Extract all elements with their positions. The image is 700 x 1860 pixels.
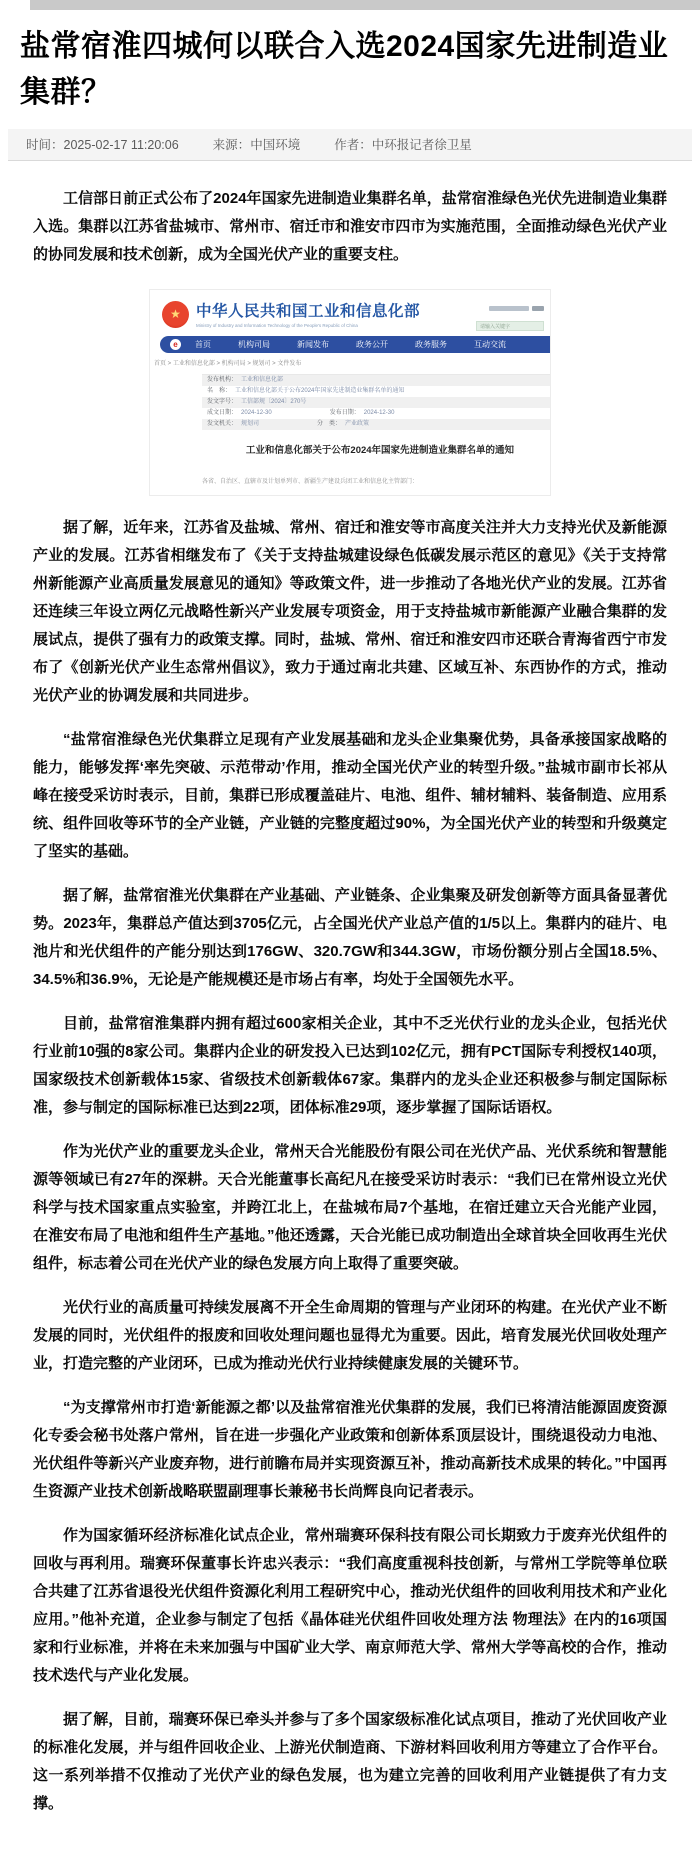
gov-nav-news: 新闻发布 (297, 340, 329, 350)
paragraph-7: 光伏行业的高质量可持续发展离不开全生命周期的管理与产业闭环的构建。在光伏产业不断发展的同时，光伏组件的报废和回收处理问题也显得尤为重要。因此，培育发展光伏回收处理产业，打造完整的产业闭环，已成为推动光伏行业持续健康发展的关键环节。 (33, 1299, 667, 1373)
doc-value: 规划司 (241, 421, 260, 428)
gov-site-header (150, 290, 550, 336)
meta-author (334, 135, 472, 153)
article-page (0, 10, 700, 1860)
gov-doc-salutation: 各省、自治区、直辖市及计划单列市、新疆生产建设兵团工业和信息化主管部门： (202, 479, 419, 486)
doc-value: 2024-12-30 (241, 410, 272, 417)
doc-row-number (202, 397, 550, 408)
paragraph-1: 工信部日前正式公布了2024年国家先进制造业集群名单，盐常宿淮绿色光伏先进制造业集群入选。集群以江苏省盐城市、常州市、宿迁市和淮安市四市为实施范围，全面推动绿色光伏产业的协同发展和技术创新，成为全国光伏产业的重要支柱。 (33, 190, 667, 264)
page-title: 盐常宿淮四城何以联合入选2024国家先进制造业集群？ (20, 30, 669, 109)
paragraph-10: 据了解，目前，瑞赛环保已牵头并参与了多个国家级标准化试点项目，推动了光伏回收产业的标准化发展，并与组件回收企业、上游光伏制造商、下游材料回收利用方等建立了合作平台。这一系列举措不仅推动了光伏产业的绿色发展，也为建立完善的回收利用产业链提供了有力支撑。 (33, 1711, 667, 1813)
gov-nav-orgs: 机构司局 (238, 340, 270, 350)
gov-nav-disclosure: 政务公开 (356, 340, 388, 350)
gov-search-box: 请输入关键字 (476, 321, 544, 331)
meta-source-value: 中国环境 (250, 138, 301, 153)
top-divider-strip (30, 0, 700, 10)
gov-breadcrumb: 首页 > 工业和信息化部 > 机构司局 > 规划司 > 文件发布 (154, 361, 302, 368)
paragraph-3: “盐常宿淮绿色光伏集群立足现有产业发展基础和龙头企业集聚优势，具备承接国家战略的能力，能够发挥‘率先突破、示范带动’作用，推动全国光伏产业的转型升级。”盐城市副市长祁从峰在接受采访时表示，目前，集群已形成覆盖硅片、电池、组件、辅材辅料、装备制造、应用系统、组件回收等环节的全产业链，产业链的完整度超过90%，为全国光伏产业的转型和升级奠定了坚实的基础。 (33, 731, 667, 861)
blurred-topbar-text (489, 306, 529, 311)
national-emblem-icon: ★ (162, 301, 189, 328)
gov-doc-caption: 工业和信息化部关于公布2024年国家先进制造业集群名单的通知 (245, 445, 515, 457)
meta-author-value: 中环报记者徐卫星 (371, 138, 472, 153)
paragraph-6: 作为光伏产业的重要龙头企业，常州天合光能股份有限公司在光伏产品、光伏系统和智慧能源等领域已有27年的深耕。天合光能董事长高纪凡在接受采访时表示：“我们已在常州设立光伏科学与技术国家重点实验室，并跨江北上，在盐城布局7个基地，在宿迁建立天合光能产业园，在淮安布局了电池和组件生产基地。”他还透露，天合光能已成功制造出全球首块全回收再生光伏组件，标志着公司在光伏产业的绿色发展方向上取得了重要突破。 (33, 1143, 667, 1273)
gov-nav-services: 政务服务 (415, 340, 447, 350)
gov-nav-bar (160, 336, 550, 353)
doc-row-dates (202, 408, 550, 419)
doc-label: 名 称： (207, 388, 232, 395)
doc-value: 工业和信息化部关于公布2024年国家先进制造业集群名单的通知 (235, 388, 405, 395)
gov-site-name-cn: 中华人民共和国工业和信息化部 (196, 303, 421, 321)
gov-doc-info-table (202, 374, 550, 430)
doc-label: 发布机构： (207, 377, 238, 384)
doc-value: 2024-12-30 (363, 410, 395, 417)
doc-label: 分 类： (317, 421, 342, 428)
doc-label: 发文机关： (207, 421, 238, 428)
doc-row-title (202, 386, 550, 397)
doc-row-issuer (202, 375, 550, 386)
doc-row-dept (202, 419, 550, 430)
article-image-gov-notice (149, 289, 551, 496)
meta-source (213, 135, 301, 153)
paragraph-8: “为支撑常州市打造‘新能源之都’以及盐常宿淮光伏集群的发展，我们已将清洁能源固废资源化专委会秘书处落户常州，旨在进一步强化产业政策和创新体系顶层设计，围绕退役动力电池、光伏组件等新兴产业废弃物，进行前瞻布局并实现资源互补，推动高新技术成果的转化。”中国再生资源产业技术创新战略联盟副理事长兼秘书长尚辉良向记者表示。 (33, 1399, 667, 1501)
article-meta-bar (8, 129, 692, 161)
meta-author-label: 作者： (334, 138, 372, 153)
gov-topbar (476, 298, 544, 331)
blurred-topbar-text (532, 306, 544, 311)
paragraph-2: 据了解，近年来，江苏省及盐城、常州、宿迁和淮安等市高度关注并大力支持光伏及新能源产业的发展。江苏省相继发布了《关于支持盐城建设绿色低碳发展示范区的意见》《关于支持常州新能源产业高质量发展意见的通知》等政策文件，进一步推动了各地光伏产业的发展。江苏省还连续三年设立两亿元战略性新兴产业发展专项资金，用于支持盐城市新能源产业融合集群的发展试点，提供了强有力的政策支撑。同时，盐城、常州、宿迁和淮安四市还联合青海省西宁市发布了《创新光伏产业生态常州倡议》，致力于通过南北共建、区域互补、东西协作的方式，推动光伏产业的协调发展和共同进步。 (33, 519, 667, 705)
doc-value: 工信部规〔2024〕270号 (241, 399, 307, 406)
doc-label: 成文日期： (207, 410, 238, 417)
meta-time-value: 2025-02-17 11:20:06 (63, 138, 179, 153)
doc-value: 工业和信息化部 (241, 377, 284, 384)
meta-time (26, 135, 179, 153)
gov-nav-interaction: 互动交流 (474, 340, 506, 350)
gov-site-name-en: Ministry of Industry and Information Technology of the People's Republic of China (196, 323, 358, 329)
meta-source-label: 来源： (212, 138, 251, 153)
article-body (0, 161, 700, 1818)
paragraph-4: 据了解，盐常宿淮光伏集群在产业基础、产业链条、企业集聚及研发创新等方面具备显著优势。2023年，集群总产值达到3705亿元，占全国光伏产业总产值的1/5以上。集群内的硅片、电池片和光伏组件的产能分别达到176GW、320.7GW和344.3GW，市场份额分别占全国18.5%、34.5%和36.9%，无论是产能规模还是市场占有率，均处于全国领先水平。 (33, 887, 667, 989)
paragraph-5: 目前，盐常宿淮集群内拥有超过600家相关企业，其中不乏光伏行业的龙头企业，包括光伏行业前10强的8家公司。集群内企业的研发投入已达到102亿元，拥有PCT国际专利授权140项，国家级技术创新载体15家、省级技术创新载体67家。集群内的龙头企业还积极参与制定国际标准，参与制定的国际标准已达到22项，团体标准29项，逐步掌握了国际话语权。 (33, 1015, 667, 1117)
doc-value: 产业政策 (345, 421, 370, 428)
gov-site-titles (196, 299, 420, 328)
paragraph-9: 作为国家循环经济标准化试点企业，常州瑞赛环保科技有限公司长期致力于废弃光伏组件的回收与再利用。瑞赛环保董事长许忠兴表示：“我们高度重视科技创新，与常州工学院等单位联合共建了江苏省退役光伏组件资源化利用工程研究中心，推动光伏组件的回收利用技术和产业化应用。”他补充道，企业参与制定了包括《晶体硅光伏组件回收处理方法 物理法》在内的16项国家和行业标准，并将在未来加强与中国矿业大学、南京师范大学、常州大学等高校的合作，推动技术迭代与产业化发展。 (33, 1527, 667, 1685)
doc-label: 发文字号： (207, 399, 238, 406)
doc-label: 发布日期： (329, 410, 360, 417)
miit-logo-icon: e (170, 339, 181, 350)
gov-nav-home: 首页 (195, 340, 211, 350)
meta-time-label: 时间： (26, 138, 64, 153)
